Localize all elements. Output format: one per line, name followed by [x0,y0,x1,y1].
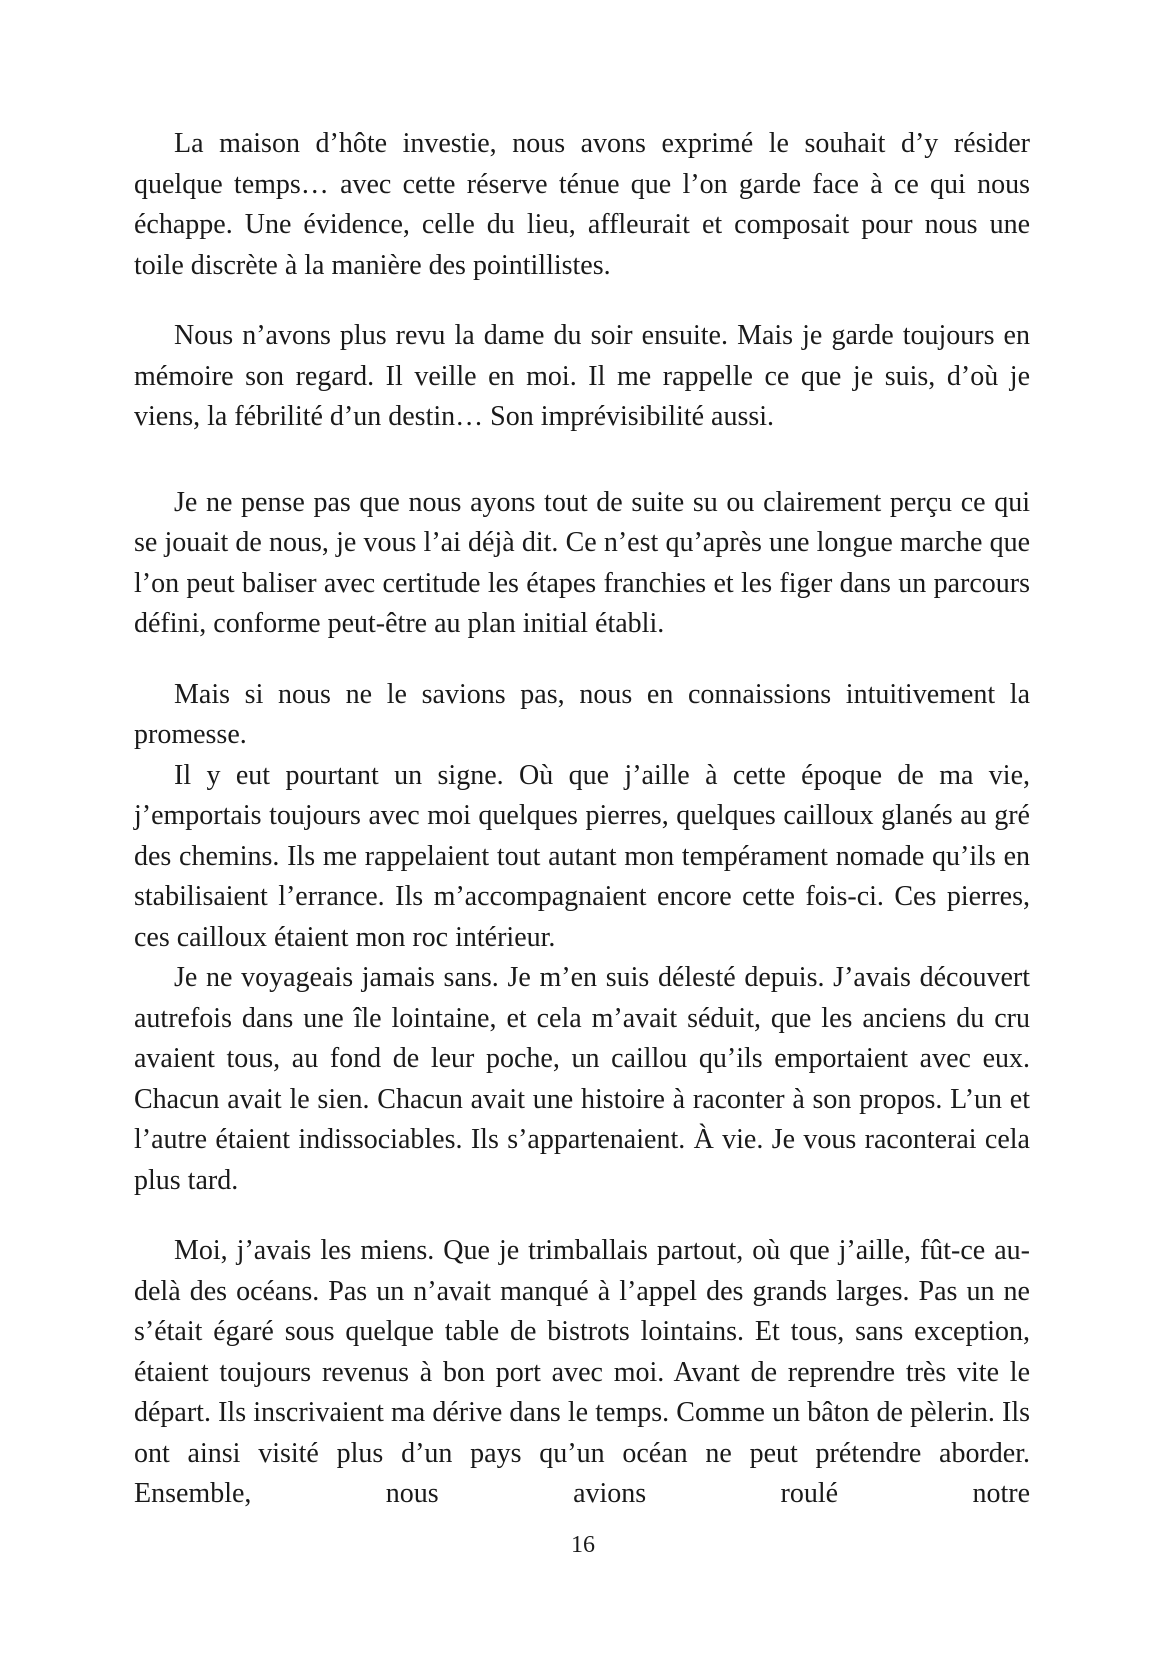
paragraph-long-walk: Je ne pense pas que nous ayons tout de suite su ou clairement perçu ce qui se jouait de nous, je vous l’ai déjà dit. Ce n’est qu’après une longue marche que l’on peut baliser avec certitude les étapes franchies et les figer dans un parcours défini, conforme peut-être au plan initial établi. [134,486,1030,639]
paragraph-stones-sign: Il y eut pourtant un signe. Où que j’aille à cette époque de ma vie, j’emportais toujours avec moi quelques pierres, quelques cailloux glanés au gré des chemins. Ils me rappelaient tout autant mon tempérament nomade qu’ils en stabilisaient l’errance. Ils m’accompagnaient encore cette fois-ci. Ces pierres, ces cailloux étaient mon roc intérieur. [134,759,1030,953]
paragraph-my-stones: Moi, j’avais les miens. Que je trimballais partout, où que j’aille, fût-ce au-delà des océans. Pas un n’avait manqué à l’appel des grands larges. Pas un ne s’était égaré sous quelque table de bistrots lointains. Et tous, sans exception, étaient toujours revenus à bon port avec moi. Avant de reprendre très vite le départ. Ils inscrivaient ma dérive dans le temps. Comme un bâton de pèlerin. Ils ont ainsi visité plus d’un pays qu’un océan ne peut prétendre aborder. Ensemble, nous avions roulé notre [134,1235,1030,1509]
paragraph-evening-lady: Nous n’avons plus revu la dame du soir ensuite. Mais je garde toujours en mémoire son regard. Il veille en moi. Il me rappelle ce que je suis, d’où je viens, la fébrilité d’un destin… Son imprévisibilité aussi. [134,320,1030,432]
paragraph-promise: Mais si nous ne le savions pas, nous en connaissions intuitivement la promesse. [134,678,1030,750]
body-text [134,124,1030,1515]
paragraph-guest-house: La maison d’hôte investie, nous avons exprimé le souhait d’y résider quelque temps… avec cette réserve ténue que l’on garde face à ce qui nous échappe. Une évidence, celle du lieu, affleurait et composait pour nous une toile discrète à la manière des pointillistes. [134,128,1030,281]
page-number: 16 [571,1532,595,1558]
paragraph-island-elders: Je ne voyageais jamais sans. Je m’en suis délesté depuis. J’avais découvert autrefois dans une île lointaine, et cela m’avait séduit, que les anciens du cru avaient tous, au fond de leur poche, un caillou qu’ils emportaient avec eux. Chacun avait le sien. Chacun avait une histoire à raconter à son propos. L’un et l’autre étaient indissociables. Ils s’appartenaient. À vie. Je vous raconterai cela plus tard. [134,962,1030,1196]
